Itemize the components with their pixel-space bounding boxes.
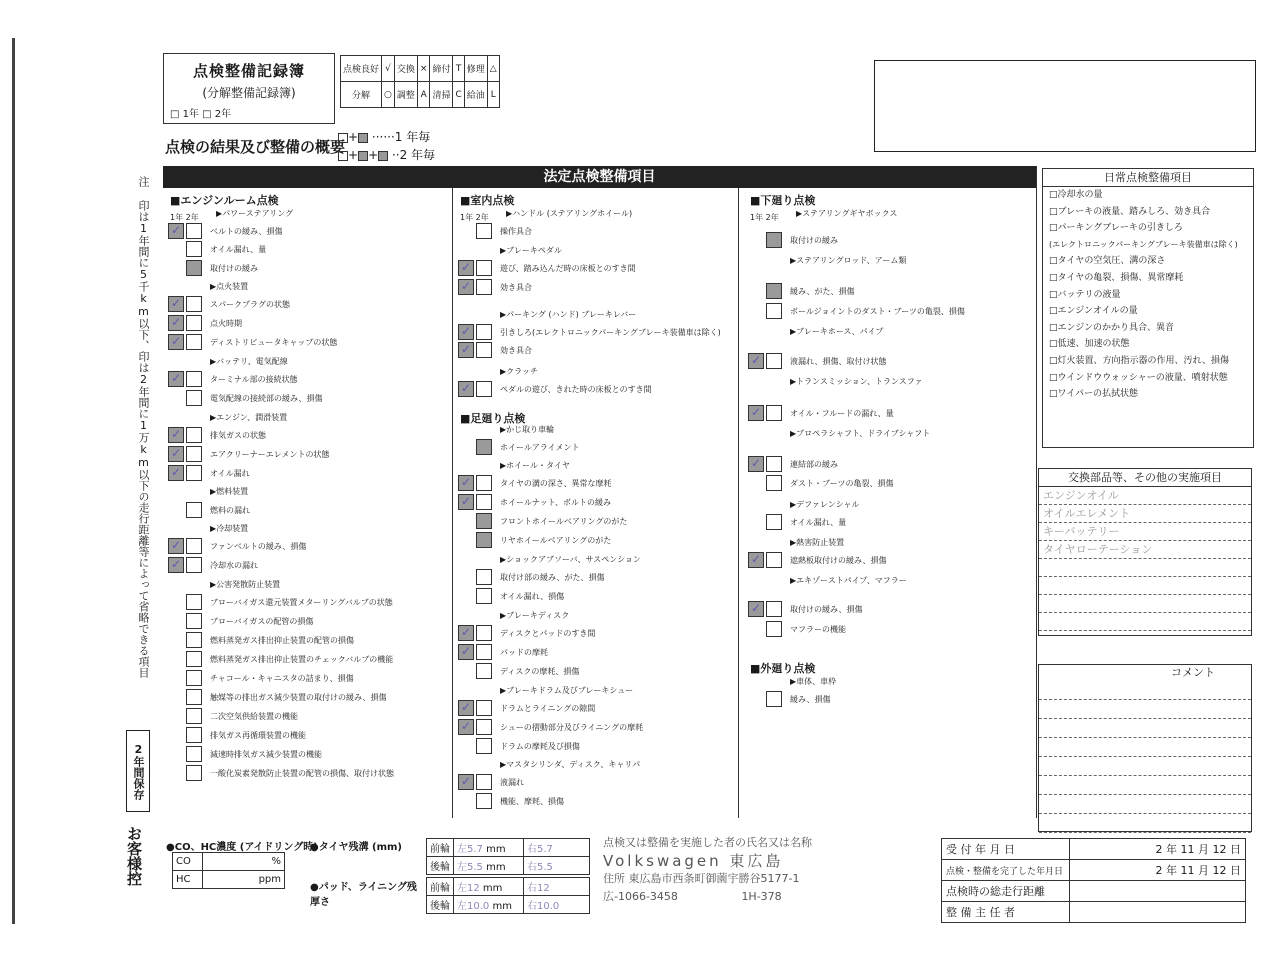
engine-check-2yr[interactable] [186,371,202,387]
parts-title: 交換部品等、その他の実施項目 [1039,469,1251,487]
exterior-title: ■外廻り点検 [750,662,816,675]
engine-item: エアクリーナーエレメントの状態 [210,450,330,459]
under-check[interactable] [766,232,782,248]
engine-check[interactable] [186,689,202,705]
engine-check-1yr[interactable] [168,315,184,331]
parts-line: エンジンオイル [1039,487,1251,505]
interior-check-1yr[interactable] [458,260,474,276]
exterior-category: ▶車体、車枠 [790,677,837,686]
engine-check[interactable] [186,651,202,667]
chassis-item: ディスクとパッドのすき間 [500,629,596,638]
engine-item: ディストリビュータキャップの状態 [210,338,338,347]
engine-item: 触媒等の排出ガス減少装置の取付けの緩み、損傷 [210,693,387,702]
interior-category: ▶クラッチ [500,367,538,376]
engine-item: ターミナル部の接続状態 [210,375,298,384]
chassis-item: ホイールナット、ボルトの緩み [500,498,611,507]
interior-item: 遊び、踏み込んだ時の床板とのすき間 [500,264,636,273]
interior-item: ペダルの遊び、きれた時の床板とのすき間 [500,385,652,394]
chassis-check[interactable] [476,663,492,679]
engine-check-2yr[interactable] [186,446,202,462]
chassis-category: ▶ブレーキディスク [500,611,570,620]
parts-line: キーバッテリー [1039,523,1251,541]
divider-2 [738,188,739,818]
chassis-check-1yr[interactable] [458,700,474,716]
under-title: ■下廻り点検 [750,194,816,207]
remark-box [874,60,1256,152]
under-check[interactable] [766,514,782,530]
engine-category: ▶パワーステアリング [216,209,294,218]
engine-item: 燃料の漏れ [210,506,250,515]
under-check-2yr[interactable] [766,456,782,472]
under-category: ▶ステアリングギヤボックス [796,209,898,218]
daily-item: □タイヤの空気圧、溝の深さ [1049,256,1166,267]
daily-item: □ブレーキの液量、踏みしろ、効き具合 [1049,206,1211,217]
engine-item: オイル漏れ、量 [210,245,267,254]
chassis-check[interactable] [476,532,492,548]
chassis-item: 機能、摩耗、損傷 [500,797,564,806]
emissions-label: ●CO、HC濃度 (アイドリング時) [166,842,318,853]
engine-check-1yr[interactable] [168,465,184,481]
engine-item: 二次空気供給装置の機能 [210,712,298,721]
freq-2year: + + ··2 年毎 [338,146,435,163]
chassis-category: ▶ブレーキドラム及びブレーキシュー [500,686,634,695]
engine-title: ■エンジンルーム点検 [170,194,279,207]
daily-item: □低速、加速の状態 [1049,339,1130,350]
engine-item: スパークプラグの状態 [210,300,290,309]
under-item: ボールジョイントのダスト・ブーツの亀裂、損傷 [790,307,965,316]
chassis-check[interactable] [476,439,492,455]
engine-check-2yr[interactable] [186,538,202,554]
engine-check[interactable] [186,632,202,648]
engine-check[interactable] [186,390,202,406]
chassis-category: ▶ショックアブソーバ、サスペンション [500,555,641,564]
under-check-1yr[interactable] [748,353,764,369]
engine-item: 燃料蒸発ガス排出抑止装置のチェックバルブの機能 [210,655,394,664]
engine-check-1yr[interactable] [168,446,184,462]
daily-title: 日常点検整備項目 [1043,169,1253,187]
chassis-check[interactable] [476,569,492,585]
interior-year-header: 1年 2年 [460,213,489,222]
chassis-item: ディスクの摩耗、損傷 [500,667,580,676]
daily-inspection [1042,168,1254,448]
engine-category: ▶公害発散防止装置 [210,580,281,589]
parts-line [1039,613,1251,631]
summary-title: 点検の結果及び整備の概要 [165,138,346,156]
divider-3 [1036,166,1037,818]
side-note: 注 印は1年間に5千km以下、印は2年間に1万km以下の走行距離等によって省略できる項目 [137,176,150,678]
chassis-check-2yr[interactable] [476,494,492,510]
chassis-check-1yr[interactable] [458,644,474,660]
chassis-item: 液漏れ [500,778,524,787]
engine-check-1yr[interactable] [168,538,184,554]
chassis-item: タイヤの溝の深さ、異常な摩耗 [500,479,612,488]
engine-item: ファンベルトの緩み、損傷 [210,542,307,551]
under-item: オイル・フルードの漏れ、量 [790,409,894,418]
interior-check-2yr[interactable] [476,324,492,340]
daily-item: □タイヤの亀裂、損傷、異常摩耗 [1049,272,1184,283]
interior-category: ▶ブレーキペダル [500,246,562,255]
daily-item: □バッテリの液量 [1049,289,1121,300]
interior-check[interactable] [476,223,492,239]
chassis-item: ホイールアライメント [500,443,580,452]
chassis-check[interactable] [476,738,492,754]
chassis-check-2yr[interactable] [476,475,492,491]
under-category: ▶ブレーキホース、パイプ [790,327,884,336]
interior-check-2yr[interactable] [476,279,492,295]
engine-check[interactable] [186,241,202,257]
tire-label: ●タイヤ残溝 (mm) [310,842,402,853]
under-item: 取付けの緩み、損傷 [790,605,863,614]
interior-item: 効き具合 [500,346,532,355]
daily-item: □冷却水の量 [1049,190,1103,200]
under-check[interactable] [766,283,782,299]
under-item: 取付けの緩み [790,236,838,245]
chassis-check-2yr[interactable] [476,774,492,790]
engine-check-1yr[interactable] [168,334,184,350]
interior-check-1yr[interactable] [458,279,474,295]
under-check[interactable] [766,475,782,491]
interior-item: 引きしろ(エレクトロニックパーキングブレーキ装備車は除く) [500,328,721,337]
daily-item: □灯火装置、方向指示器の作用、汚れ、損傷 [1049,355,1230,366]
engine-year-header: 1年 2年 [170,213,199,222]
engine-item: 一酸化炭素発散防止装置の配管の損傷、取付け状態 [210,769,394,778]
engine-check[interactable] [186,502,202,518]
under-item: 遮熱板取付けの緩み、損傷 [790,556,887,565]
divider-1 [452,188,453,818]
engine-item: ブローバイガス還元装置メターリングバルブの状態 [210,598,393,607]
engine-check-2yr[interactable] [186,223,202,239]
under-category: ▶デファレンシャル [790,500,860,509]
engine-check[interactable] [186,594,202,610]
engine-check[interactable] [186,746,202,762]
engine-check-1yr[interactable] [168,557,184,573]
pad-table: 前輪 左12 mm 右12 後輪 左10.0 mm 右10.0 [426,877,590,914]
under-item: 連結部の緩み [790,460,838,469]
interior-check-2yr[interactable] [476,260,492,276]
exterior-check[interactable] [766,691,782,707]
chassis-item: フロントホイールベアリングのがた [500,517,628,526]
engine-check-1yr[interactable] [168,296,184,312]
chassis-item: オイル漏れ、損傷 [500,592,565,601]
chassis-check-2yr[interactable] [476,625,492,641]
chassis-check-1yr[interactable] [458,719,474,735]
engine-item: 排気ガスの状態 [210,431,266,440]
engine-check[interactable] [186,260,202,276]
under-check-2yr[interactable] [766,405,782,421]
engine-item: 燃料蒸発ガス排出抑止装置の配管の損傷 [210,636,354,645]
engine-check-2yr[interactable] [186,315,202,331]
under-check-1yr[interactable] [748,456,764,472]
under-category: ▶ステアリングロッド、アーム類 [790,256,907,265]
chassis-check-2yr[interactable] [476,719,492,735]
engine-item: チャコール・キャニスタの詰まり、損傷 [210,674,354,683]
engine-check-2yr[interactable] [186,296,202,312]
chassis-title: ■足廻り点検 [460,412,526,425]
chassis-item: ドラムの摩耗及び損傷 [500,742,580,751]
chassis-check[interactable] [476,588,492,604]
chassis-category: ▶ホイール・タイヤ [500,461,570,470]
chassis-check[interactable] [476,793,492,809]
under-item: マフラーの機能 [790,625,846,634]
parts-line [1039,595,1251,613]
engine-item: 電気配線の接続部の緩み、損傷 [210,394,323,403]
engine-item: ブローバイガスの配管の損傷 [210,617,314,626]
engine-check-2yr[interactable] [186,465,202,481]
under-check-2yr[interactable] [766,353,782,369]
daily-item: □ウインドウウォッシャーの液量、噴射状態 [1049,372,1228,383]
under-category: ▶熱害防止装置 [790,538,845,547]
interior-check-1yr[interactable] [458,342,474,358]
engine-check-1yr[interactable] [168,223,184,239]
under-category: ▶トランスミッション、トランスファ [790,377,923,386]
engine-check-2yr[interactable] [186,557,202,573]
chassis-item: 取付け部の緩み、がた、損傷 [500,573,605,582]
emissions-table: CO % HC ppm [172,852,285,889]
parts-line: タイヤローテーション [1039,541,1251,559]
engine-item: ベルトの緩み、損傷 [210,227,283,236]
engine-category: ▶冷却装置 [210,524,249,533]
engine-check[interactable] [186,727,202,743]
interior-check-2yr[interactable] [476,381,492,397]
chassis-category: ▶かじ取り車輪 [500,425,555,434]
interior-category: ▶ハンドル (ステアリングホイール) [506,209,633,218]
interior-item: 操作具合 [500,227,532,236]
freq-1year: + ······1 年毎 [338,128,430,145]
daily-item: □パーキングブレーキの引きしろ [1049,223,1183,234]
date-table: 受 付 年 月 日 2 年 11 月 12 日 点検・整備を完了した年月日 2 年 11 月 12 日 点検時の総走行距離 整 備 主 任 者 [941,838,1246,923]
chassis-item: リヤホイールベアリングのがた [500,536,612,545]
chassis-check-1yr[interactable] [458,774,474,790]
parts-line [1039,577,1251,595]
engine-check[interactable] [186,708,202,724]
legend-table: 点検良好 √ 交換 × 締付 T 修理 △ 分解 ○ 調整 A 清掃 C 給油 L [340,55,500,108]
under-check[interactable] [766,303,782,319]
under-item: 緩み、がた、損傷 [790,287,855,296]
chassis-check-1yr[interactable] [458,475,474,491]
engine-item: 点火時期 [210,319,242,328]
chassis-item: ドラムとライニングの隙間 [500,704,596,713]
engine-item: 減速時排気ガス減少装置の機能 [210,750,322,759]
tire-table: 前輪 左5.7 mm 右5.7 後輪 左5.5 mm 右5.5 [426,838,590,875]
interior-check-1yr[interactable] [458,324,474,340]
engine-check[interactable] [186,765,202,781]
engine-check-2yr[interactable] [186,334,202,350]
chassis-check-2yr[interactable] [476,700,492,716]
under-item: オイル漏れ、量 [790,518,847,527]
engine-item: 冷却水の漏れ [210,561,258,570]
engine-category: ▶エンジン、潤滑装置 [210,413,288,422]
under-check-2yr[interactable] [766,601,782,617]
interior-title: ■室内点検 [460,194,515,207]
engine-check-1yr[interactable] [168,427,184,443]
under-check[interactable] [766,621,782,637]
engine-check-2yr[interactable] [186,427,202,443]
under-check-2yr[interactable] [766,552,782,568]
interior-check-2yr[interactable] [476,342,492,358]
dealer-info: 点検又は整備を実施した者の氏名又は名称 Volkswagen 東広島 住所 東広島市西条町御薗宇勝谷5177-1 広-1066-3458 1H-378 [603,836,812,903]
chassis-check-1yr[interactable] [458,625,474,641]
under-category: ▶エキゾーストパイプ、マフラー [790,576,907,585]
exterior-item: 緩み、損傷 [790,695,831,704]
engine-category: ▶点火装置 [210,282,249,291]
record-title: 点検整備記録簿 [192,62,305,80]
under-check-1yr[interactable] [748,405,764,421]
daily-item: □ワイパーの払拭状態 [1049,389,1139,400]
comment-box [1038,664,1252,832]
under-check-1yr[interactable] [748,601,764,617]
under-year-header: 1年 2年 [750,213,779,222]
keep-2years: 2年間保存 [126,730,150,812]
engine-category: ▶バッテリ、電気配線 [210,357,288,366]
parts-box [1038,468,1252,636]
daily-item: □エンジンオイルの量 [1049,306,1138,317]
parts-line: オイルエレメント [1039,505,1251,523]
parts-line [1039,559,1251,577]
chassis-check-1yr[interactable] [458,494,474,510]
interior-item: 効き具合 [500,283,532,292]
under-item: ダスト・ブーツの亀裂、損傷 [790,479,894,488]
year-option: □ 1年 □ 2年 [170,109,232,120]
under-item: 液漏れ、損傷、取付け状態 [790,357,887,366]
chassis-item: シューの摺動部分及びライニングの摩耗 [500,723,644,732]
engine-check[interactable] [186,613,202,629]
engine-item: オイル漏れ [210,469,250,478]
pad-label: ●パッド、ライニング残厚さ [310,882,417,908]
title-box [163,53,335,124]
legal-banner: 法定点検整備項目 [163,166,1036,188]
interior-category: ▶パーキング (ハンド) ブレーキレバー [500,310,637,319]
comment-title: コメント [1171,666,1215,679]
daily-item: □エンジンのかかり具合、異音 [1049,322,1175,333]
customer-copy: お客様控 [125,826,143,886]
chassis-check[interactable] [476,513,492,529]
engine-check[interactable] [186,670,202,686]
chassis-check-2yr[interactable] [476,644,492,660]
engine-category: ▶燃料装置 [210,487,249,496]
engine-item: 排気ガス再循環装置の機能 [210,731,306,740]
under-check-1yr[interactable] [748,552,764,568]
chassis-category: ▶マスタシリンダ、ディスク、キャリパ [500,760,641,769]
chassis-item: パッドの摩耗 [500,648,548,657]
record-subtitle: (分解整備記録簿) [202,86,296,100]
engine-item: 取付けの緩み [210,264,258,273]
under-category: ▶プロペラシャフト、ドライブシャフト [790,429,931,438]
daily-item: (エレクトロニックパーキングブレーキ装備車は除く) [1049,239,1238,249]
engine-check-1yr[interactable] [168,371,184,387]
interior-check-1yr[interactable] [458,381,474,397]
